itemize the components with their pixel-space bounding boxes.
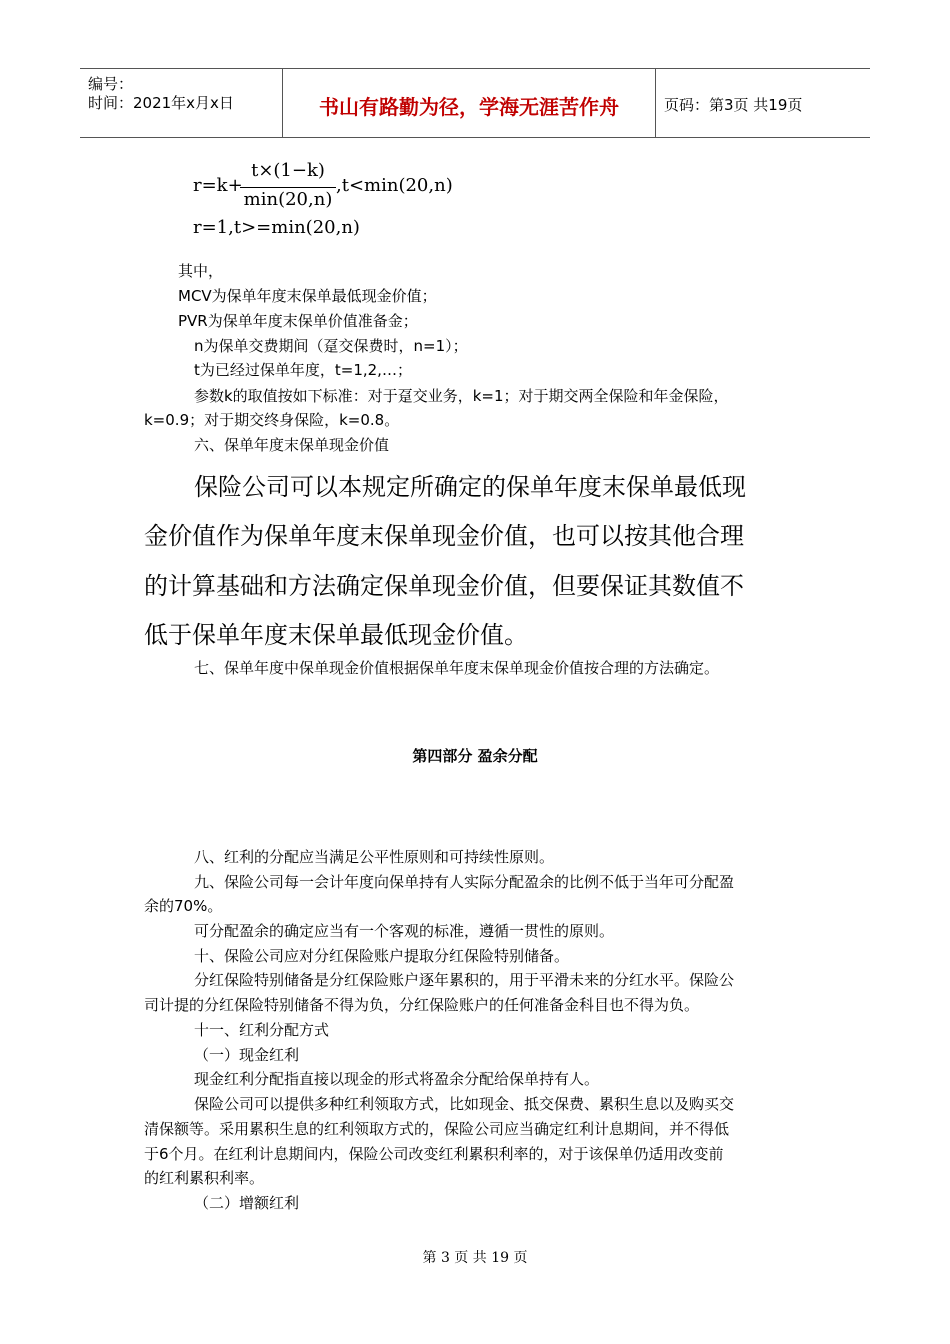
text-line: 现金红利分配指直接以现金的形式将盈余分配给保单持有人。 bbox=[194, 1070, 600, 1088]
large-paragraph-line: 的计算基础和方法确定保单现金价值，但要保证其数值不 bbox=[144, 572, 744, 600]
text-line: （一）现金红利 bbox=[194, 1046, 300, 1064]
text-line: k=0.9；对于期交终身保险，k=0.8。 bbox=[144, 411, 400, 429]
text-line: 清保额等。采用累积生息的红利领取方式的，保险公司应当确定红利计息期间，并不得低 bbox=[144, 1120, 730, 1138]
header-motto-cell bbox=[283, 69, 656, 137]
formula-line2: r=1,t>=min(20,n) bbox=[193, 217, 360, 238]
text-line: 六、保单年度末保单现金价值 bbox=[194, 436, 390, 454]
text-line: 其中， bbox=[178, 262, 224, 280]
large-paragraph-line: 保险公司可以本规定所确定的保单年度末保单最低现 bbox=[194, 473, 746, 501]
text-line: 九、保险公司每一会计年度向保单持有人实际分配盈余的比例不低于当年可分配盈 bbox=[194, 873, 735, 891]
fraction-bar bbox=[240, 187, 336, 188]
text-line: 分红保险特别储备是分红保险账户逐年累积的，用于平滑未来的分红水平。保险公 bbox=[194, 971, 735, 989]
formula-numerator: t×(1−k) bbox=[251, 160, 325, 181]
motto: 书山有路勤为径，学海无涯苦作舟 bbox=[319, 95, 619, 119]
text-line: n为保单交费期间（趸交保费时，n=1）； bbox=[194, 337, 468, 355]
text-line: 保险公司可以提供多种红利领取方式，比如现金、抵交保费、累积生息以及购买交 bbox=[194, 1095, 735, 1113]
large-paragraph-line: 低于保单年度末保单最低现金价值。 bbox=[144, 621, 528, 649]
text-line: 于6个月。在红利计息期间内，保险公司改变红利累积利率的，对于该保单仍适用改变前 bbox=[144, 1145, 724, 1163]
section-title: 第四部分 盈余分配 bbox=[412, 747, 538, 765]
page-info: 页码：第3页 共19页 bbox=[664, 96, 803, 114]
text-line: t为已经过保单年度，t=1,2,…； bbox=[194, 361, 412, 379]
text-line: 八、红利的分配应当满足公平性原则和可持续性原则。 bbox=[194, 848, 555, 866]
text-line: PVR为保单年度末保单价值准备金； bbox=[178, 312, 418, 330]
page-footer: 第 3 页 共 19 页 bbox=[422, 1250, 528, 1266]
large-paragraph-line: 金价值作为保单年度末保单现金价值，也可以按其他合理 bbox=[144, 522, 744, 550]
time-label: 时间：2021年x月x日 bbox=[88, 94, 234, 112]
formula-denominator: min(20,n) bbox=[243, 189, 333, 210]
text-line: 十、保险公司应对分红保险账户提取分红保险特别储备。 bbox=[194, 947, 570, 965]
text-line: 司计提的分红保险特别储备不得为负，分红保险账户的任何准备金科目也不得为负。 bbox=[144, 996, 700, 1014]
number-label: 编号： bbox=[88, 75, 134, 93]
text-line: 可分配盈余的确定应当有一个客观的标准，遵循一贯性的原则。 bbox=[194, 922, 615, 940]
text-line: 七、保单年度中保单现金价值根据保单年度末保单现金价值按合理的方法确定。 bbox=[194, 659, 720, 677]
text-line: 十一、红利分配方式 bbox=[194, 1021, 330, 1039]
text-line: （二）增额红利 bbox=[194, 1194, 300, 1212]
page-header bbox=[80, 68, 870, 138]
formula-line1-condition: ,t<min(20,n) bbox=[336, 175, 453, 196]
header-page-cell bbox=[656, 69, 870, 137]
text-line: 参数k的取值按如下标准：对于趸交业务，k=1；对于期交两全保险和年金保险， bbox=[194, 387, 729, 405]
text-line: 的红利累积利率。 bbox=[144, 1169, 265, 1187]
header-meta-cell bbox=[80, 69, 283, 137]
text-line: MCV为保单年度末保单最低现金价值； bbox=[178, 287, 437, 305]
formula-line1-lhs: r=k+ bbox=[193, 175, 243, 196]
text-line: 余的70%。 bbox=[144, 897, 223, 915]
formula-fraction bbox=[240, 160, 336, 212]
